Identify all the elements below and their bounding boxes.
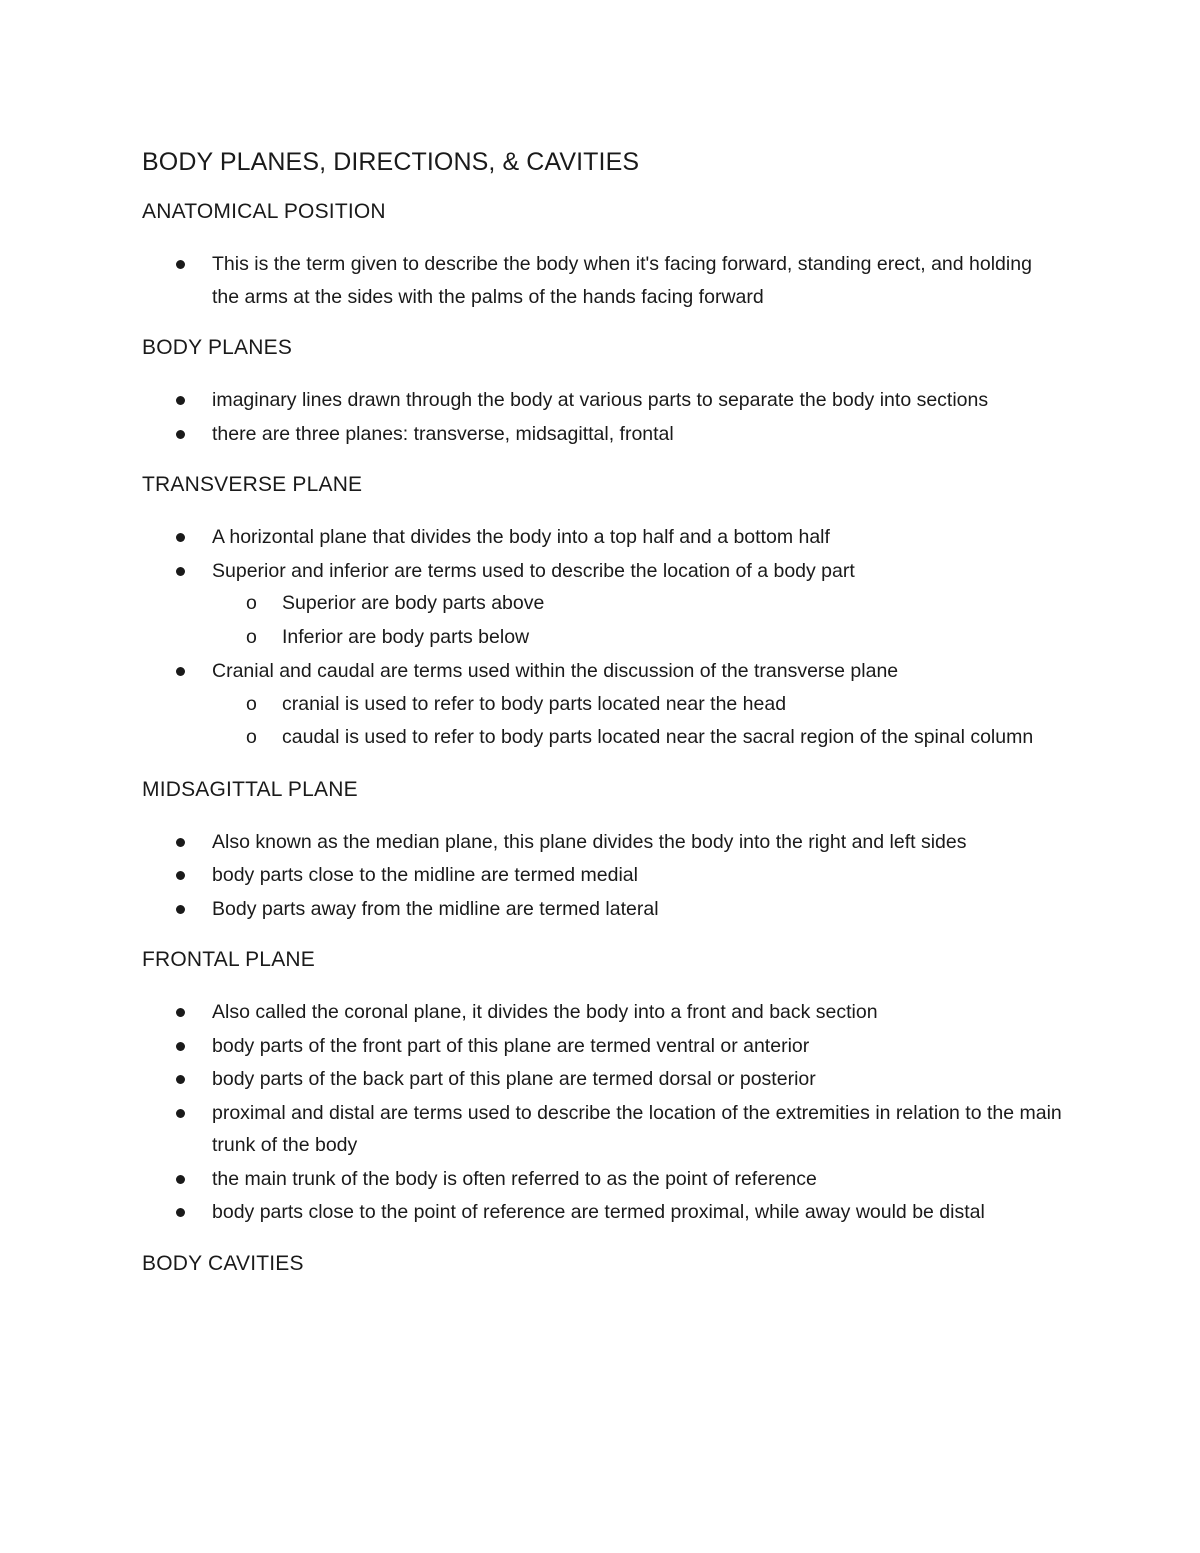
- document-title: BODY PLANES, DIRECTIONS, & CAVITIES: [142, 148, 640, 176]
- bullet-icon: [176, 260, 185, 269]
- list-item: [142, 521, 1062, 555]
- list-item: [142, 1163, 1062, 1197]
- list-item: [142, 996, 1062, 1030]
- list-item: [142, 384, 1062, 418]
- sub-list-item-text: caudal is used to refer to body parts located near the sacral region of the spinal column: [282, 726, 1034, 748]
- list-item: [142, 1063, 1062, 1097]
- section: [142, 774, 1062, 927]
- section: [142, 944, 1062, 1230]
- sub-list-item-text: Inferior are body parts below: [282, 625, 530, 648]
- bullet-icon: [176, 1075, 185, 1084]
- bullet-icon: [176, 871, 185, 880]
- list-item: [142, 655, 1062, 756]
- section-heading: TRANSVERSE PLANE: [142, 473, 363, 496]
- bullet-icon: [176, 1109, 185, 1118]
- list-item: [142, 1196, 1062, 1230]
- circle-bullet-icon: o: [246, 726, 257, 748]
- bullet-icon: [176, 567, 185, 576]
- bullet-icon: [176, 1042, 185, 1051]
- list-item-text: Cranial and caudal are terms used within the discussion of the transverse plane: [212, 660, 899, 682]
- list-item-text: body parts of the back part of this plane are termed dorsal or posterior: [212, 1068, 816, 1090]
- bullet-icon: [176, 1175, 185, 1184]
- section: [142, 469, 1062, 756]
- list-item-text: Also known as the median plane, this plane divides the body into the right and left sides: [212, 830, 967, 853]
- circle-bullet-icon: o: [246, 692, 257, 715]
- sub-bullet-list: [212, 688, 1062, 755]
- bullet-icon: [176, 905, 185, 914]
- sub-list-item: [212, 721, 1062, 755]
- bullet-icon: [176, 838, 185, 847]
- sub-list-item-text: cranial is used to refer to body parts located near the head: [282, 692, 787, 715]
- bullet-icon: [176, 396, 185, 405]
- circle-bullet-icon: o: [246, 625, 257, 648]
- list-item-text: This is the term given to describe the body when it's facing forward, standing erect, and holding the arms at the sides with the palms of the hands facing forward: [212, 253, 1032, 308]
- bullet-icon: [176, 533, 185, 542]
- list-item-text: there are three planes: transverse, midsagittal, frontal: [212, 422, 674, 445]
- list-item-text: body parts of the front part of this plane are termed ventral or anterior: [212, 1034, 810, 1057]
- bullet-list: [142, 384, 1062, 451]
- section-heading: ANATOMICAL POSITION: [142, 200, 386, 223]
- list-item-text: proximal and distal are terms used to describe the location of the extremities in relation to the main trunk of the body: [212, 1101, 1062, 1156]
- list-item-text: the main trunk of the body is often referred to as the point of reference: [212, 1167, 817, 1190]
- list-item-text: Superior and inferior are terms used to describe the location of a body part: [212, 559, 855, 582]
- list-item: [142, 1097, 1062, 1163]
- list-item-text: body parts close to the midline are termed medial: [212, 864, 638, 886]
- section: [142, 332, 1062, 451]
- list-item-text: A horizontal plane that divides the body into a top half and a bottom half: [212, 526, 830, 548]
- sub-list-item: [212, 587, 1062, 621]
- sub-list-item: [212, 688, 1062, 722]
- list-item: [142, 248, 1062, 314]
- bullet-list: [142, 826, 1062, 927]
- bullet-icon: [176, 430, 185, 439]
- bullet-icon: [176, 1208, 185, 1217]
- sub-list-item: [212, 621, 1062, 655]
- section-heading: BODY PLANES: [142, 336, 293, 359]
- bullet-list: [142, 521, 1062, 756]
- section: [142, 196, 1062, 314]
- list-item-text: Also called the coronal plane, it divides the body into a front and back section: [212, 1001, 878, 1023]
- list-item-text: imaginary lines drawn through the body at various parts to separate the body into sections: [212, 389, 989, 411]
- list-item: [142, 893, 1062, 927]
- sub-list-item-text: Superior are body parts above: [282, 592, 545, 614]
- list-item-text: body parts close to the point of reference are termed proximal, while away would be distal: [212, 1201, 985, 1223]
- document-page: [142, 140, 1062, 1300]
- circle-bullet-icon: o: [246, 592, 257, 614]
- list-item: [142, 1030, 1062, 1064]
- section: [142, 1248, 1062, 1280]
- document-sections: [142, 196, 1062, 1280]
- list-item: [142, 826, 1062, 860]
- list-item: [142, 859, 1062, 893]
- bullet-icon: [176, 1008, 185, 1017]
- bullet-list: [142, 996, 1062, 1230]
- section-heading: MIDSAGITTAL PLANE: [142, 777, 358, 801]
- list-item: [142, 418, 1062, 452]
- bullet-list: [142, 248, 1062, 314]
- list-item-text: Body parts away from the midline are termed lateral: [212, 897, 659, 920]
- section-heading: FRONTAL PLANE: [142, 948, 315, 971]
- sub-bullet-list: [212, 587, 1062, 654]
- bullet-icon: [176, 667, 185, 676]
- section-heading: BODY CAVITIES: [142, 1251, 304, 1275]
- list-item: [142, 555, 1062, 656]
